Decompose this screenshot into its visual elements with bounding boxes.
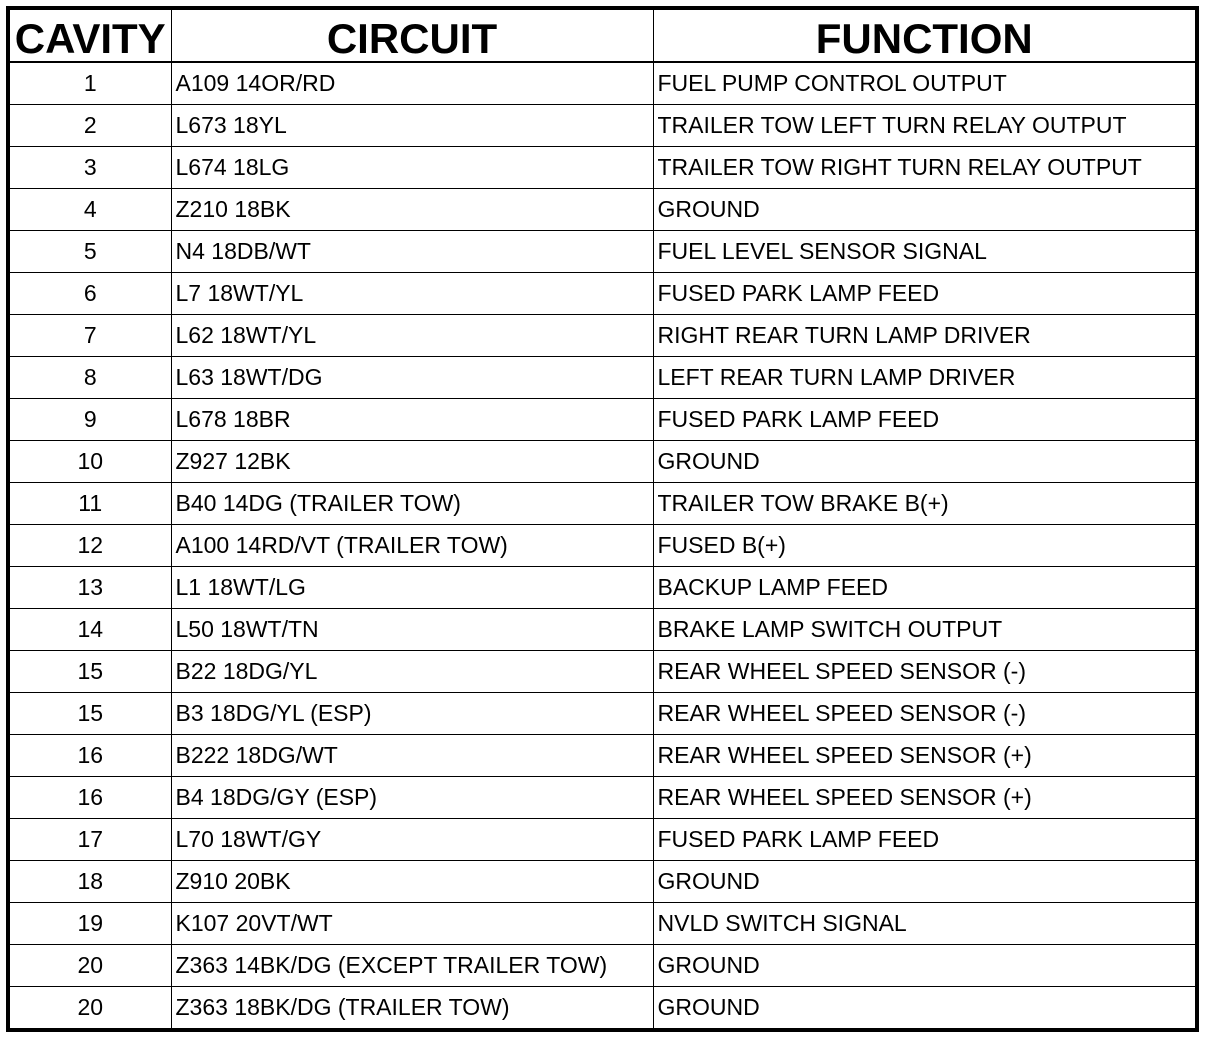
function-cell: GROUND [653, 189, 1197, 231]
function-column-header: FUNCTION [653, 8, 1197, 62]
table-row [8, 693, 1197, 735]
cavity-cell: 16 [8, 735, 171, 777]
table-row [8, 105, 1197, 147]
function-cell: FUSED PARK LAMP FEED [653, 819, 1197, 861]
circuit-cell: Z210 18BK [171, 189, 653, 231]
table-row [8, 273, 1197, 315]
table-row [8, 231, 1197, 273]
circuit-column-header: CIRCUIT [171, 8, 653, 62]
function-cell: RIGHT REAR TURN LAMP DRIVER [653, 315, 1197, 357]
circuit-cell: B4 18DG/GY (ESP) [171, 777, 653, 819]
function-cell: REAR WHEEL SPEED SENSOR (+) [653, 777, 1197, 819]
circuit-cell: Z363 14BK/DG (EXCEPT TRAILER TOW) [171, 945, 653, 987]
function-cell: GROUND [653, 987, 1197, 1031]
circuit-cell: L7 18WT/YL [171, 273, 653, 315]
table-row [8, 189, 1197, 231]
table-row [8, 609, 1197, 651]
table-row [8, 62, 1197, 105]
table-row [8, 777, 1197, 819]
function-cell: REAR WHEEL SPEED SENSOR (-) [653, 693, 1197, 735]
circuit-cell: L674 18LG [171, 147, 653, 189]
circuit-cell: K107 20VT/WT [171, 903, 653, 945]
cavity-cell: 4 [8, 189, 171, 231]
cavity-cell: 8 [8, 357, 171, 399]
cavity-cell: 18 [8, 861, 171, 903]
function-cell: REAR WHEEL SPEED SENSOR (-) [653, 651, 1197, 693]
function-cell: FUSED PARK LAMP FEED [653, 399, 1197, 441]
circuit-cell: A100 14RD/VT (TRAILER TOW) [171, 525, 653, 567]
cavity-cell: 14 [8, 609, 171, 651]
function-cell: TRAILER TOW BRAKE B(+) [653, 483, 1197, 525]
cavity-cell: 17 [8, 819, 171, 861]
function-cell: GROUND [653, 945, 1197, 987]
cavity-cell: 5 [8, 231, 171, 273]
cavity-cell: 9 [8, 399, 171, 441]
table-row [8, 945, 1197, 987]
circuit-cell: B3 18DG/YL (ESP) [171, 693, 653, 735]
circuit-cell: L70 18WT/GY [171, 819, 653, 861]
function-cell: LEFT REAR TURN LAMP DRIVER [653, 357, 1197, 399]
table-row [8, 903, 1197, 945]
cavity-cell: 2 [8, 105, 171, 147]
cavity-cell: 11 [8, 483, 171, 525]
cavity-cell: 12 [8, 525, 171, 567]
function-cell: FUSED B(+) [653, 525, 1197, 567]
function-cell: BRAKE LAMP SWITCH OUTPUT [653, 609, 1197, 651]
cavity-cell: 19 [8, 903, 171, 945]
table-row [8, 441, 1197, 483]
circuit-cell: Z363 18BK/DG (TRAILER TOW) [171, 987, 653, 1031]
circuit-cell: B222 18DG/WT [171, 735, 653, 777]
circuit-cell: L50 18WT/TN [171, 609, 653, 651]
circuit-cell: B22 18DG/YL [171, 651, 653, 693]
circuit-cell: B40 14DG (TRAILER TOW) [171, 483, 653, 525]
cavity-cell: 15 [8, 693, 171, 735]
function-cell: BACKUP LAMP FEED [653, 567, 1197, 609]
table-row [8, 651, 1197, 693]
cavity-cell: 3 [8, 147, 171, 189]
circuit-cell: L673 18YL [171, 105, 653, 147]
cavity-cell: 10 [8, 441, 171, 483]
table-row [8, 819, 1197, 861]
function-cell: TRAILER TOW RIGHT TURN RELAY OUTPUT [653, 147, 1197, 189]
table-row [8, 483, 1197, 525]
function-cell: FUEL PUMP CONTROL OUTPUT [653, 62, 1197, 105]
circuit-cell: L678 18BR [171, 399, 653, 441]
cavity-cell: 7 [8, 315, 171, 357]
cavity-cell: 6 [8, 273, 171, 315]
connector-pinout-table [6, 6, 1199, 1032]
table-row [8, 567, 1197, 609]
table-row [8, 357, 1197, 399]
function-cell: TRAILER TOW LEFT TURN RELAY OUTPUT [653, 105, 1197, 147]
circuit-cell: Z910 20BK [171, 861, 653, 903]
table-row [8, 315, 1197, 357]
circuit-cell: L1 18WT/LG [171, 567, 653, 609]
cavity-column-header: CAVITY [8, 8, 171, 62]
circuit-cell: L62 18WT/YL [171, 315, 653, 357]
cavity-cell: 15 [8, 651, 171, 693]
table-body [8, 62, 1197, 1030]
table-row [8, 861, 1197, 903]
cavity-cell: 16 [8, 777, 171, 819]
function-cell: GROUND [653, 861, 1197, 903]
function-cell: FUSED PARK LAMP FEED [653, 273, 1197, 315]
table-row [8, 987, 1197, 1031]
function-cell: GROUND [653, 441, 1197, 483]
circuit-cell: N4 18DB/WT [171, 231, 653, 273]
function-cell: REAR WHEEL SPEED SENSOR (+) [653, 735, 1197, 777]
cavity-cell: 20 [8, 945, 171, 987]
table-row [8, 735, 1197, 777]
function-cell: FUEL LEVEL SENSOR SIGNAL [653, 231, 1197, 273]
function-cell: NVLD SWITCH SIGNAL [653, 903, 1197, 945]
table-row [8, 399, 1197, 441]
circuit-cell: L63 18WT/DG [171, 357, 653, 399]
table-row [8, 525, 1197, 567]
circuit-cell: A109 14OR/RD [171, 62, 653, 105]
cavity-cell: 13 [8, 567, 171, 609]
header-row [8, 8, 1197, 62]
circuit-cell: Z927 12BK [171, 441, 653, 483]
table-row [8, 147, 1197, 189]
cavity-cell: 1 [8, 62, 171, 105]
cavity-cell: 20 [8, 987, 171, 1031]
